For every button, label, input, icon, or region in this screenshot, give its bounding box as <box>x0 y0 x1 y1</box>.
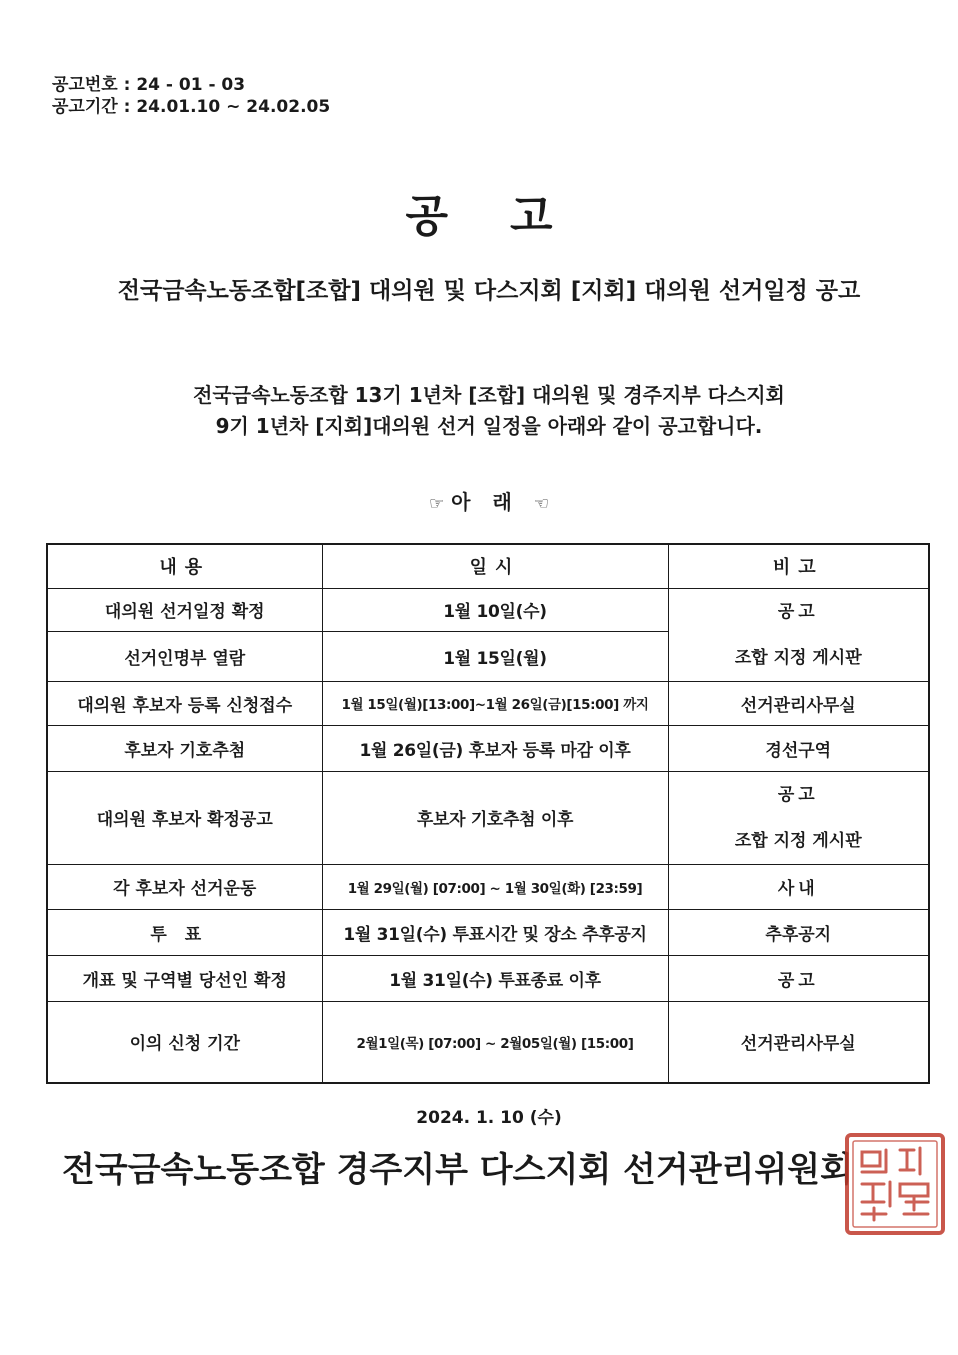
issue-date: 2024. 1. 10 (수) <box>416 1108 562 1128</box>
row-date: 1월 31일(수) 투표종료 이후 <box>322 955 668 1001</box>
note-bottom: 조합 지정 게시판 <box>734 647 862 668</box>
note-top: 공고 <box>777 601 819 622</box>
header-datetime: 일시 <box>322 544 668 588</box>
row-content: 후보자 기호추첨 <box>47 725 322 771</box>
row-content: 대의원 후보자 등록 신청접수 <box>47 681 322 725</box>
notice-meta <box>52 74 330 118</box>
note-bottom: 조합 지정 게시판 <box>734 830 862 851</box>
table-row <box>47 681 929 725</box>
row-note: 사내 <box>668 864 929 909</box>
table-row <box>47 771 929 864</box>
row-date: 후보자 기호추첨 이후 <box>322 771 668 864</box>
table-row <box>47 909 929 955</box>
row-note: 선거관리사무실 <box>668 681 929 725</box>
intro-line-2: 9기 1년차 [지회]대의원 선거 일정을 아래와 같이 공고합니다. <box>215 414 763 438</box>
table-row <box>47 1001 929 1083</box>
organization-name: 전국금속노동조합 경주지부 다스지회 선거관리위원회 <box>62 1150 853 1190</box>
row-content: 대의원 후보자 확정공고 <box>47 771 322 864</box>
row-date: 1월 10일(수) <box>322 588 668 631</box>
row-date: 2월1일(목) [07:00] ~ 2월05일(월) [15:00] <box>322 1001 668 1083</box>
row-date: 1월 15일(월)[13:00]~1월 26일(금)[15:00] 까지 <box>322 681 668 725</box>
table-header-row <box>47 544 929 588</box>
schedule-table <box>46 543 930 1084</box>
row-note-merged <box>668 588 929 681</box>
row-date: 1월 31일(수) 투표시간 및 장소 추후공지 <box>322 909 668 955</box>
pointing-right-icon: ☞ <box>428 494 445 514</box>
row-note: 추후공지 <box>668 909 929 955</box>
row-note: 공고 <box>668 955 929 1001</box>
row-date: 1월 26일(금) 후보자 등록 마감 이후 <box>322 725 668 771</box>
row-content: 이의 신청 기간 <box>47 1001 322 1083</box>
document-subtitle: 전국금속노동조합[조합] 대의원 및 다스지회 [지회] 대의원 선거일정 공고 <box>117 278 861 304</box>
row-content: 대의원 선거일정 확정 <box>47 588 322 631</box>
row-note: 선거관리사무실 <box>668 1001 929 1083</box>
document-title: 공고 <box>405 191 615 242</box>
header-note: 비고 <box>668 544 929 588</box>
table-row <box>47 864 929 909</box>
note-top: 공고 <box>777 784 819 805</box>
row-content: 각 후보자 선거운동 <box>47 864 322 909</box>
row-note-stacked <box>668 771 929 864</box>
row-date: 1월 15일(월) <box>322 631 668 681</box>
below-marker <box>0 486 958 515</box>
header-content: 내용 <box>47 544 322 588</box>
intro-line-1: 전국금속노동조합 13기 1년차 [조합] 대의원 및 경주지부 다스지회 <box>193 383 785 407</box>
row-content: 투표 <box>47 909 322 955</box>
intro-paragraph <box>0 380 958 442</box>
row-content: 개표 및 구역별 당선인 확정 <box>47 955 322 1001</box>
table-row <box>47 588 929 631</box>
row-note: 경선구역 <box>668 725 929 771</box>
notice-period: 공고기간 : 24.01.10 ~ 24.02.05 <box>52 97 331 117</box>
notice-number: 공고번호 : 24 - 01 - 03 <box>52 75 246 95</box>
row-date: 1월 29일(월) [07:00] ~ 1월 30일(화) [23:59] <box>322 864 668 909</box>
table-row <box>47 955 929 1001</box>
pointing-left-icon: ☜ <box>533 494 550 514</box>
row-content: 선거인명부 열람 <box>47 631 322 681</box>
official-seal-icon <box>842 1130 948 1238</box>
table-row <box>47 725 929 771</box>
below-text: 아래 <box>451 490 534 514</box>
